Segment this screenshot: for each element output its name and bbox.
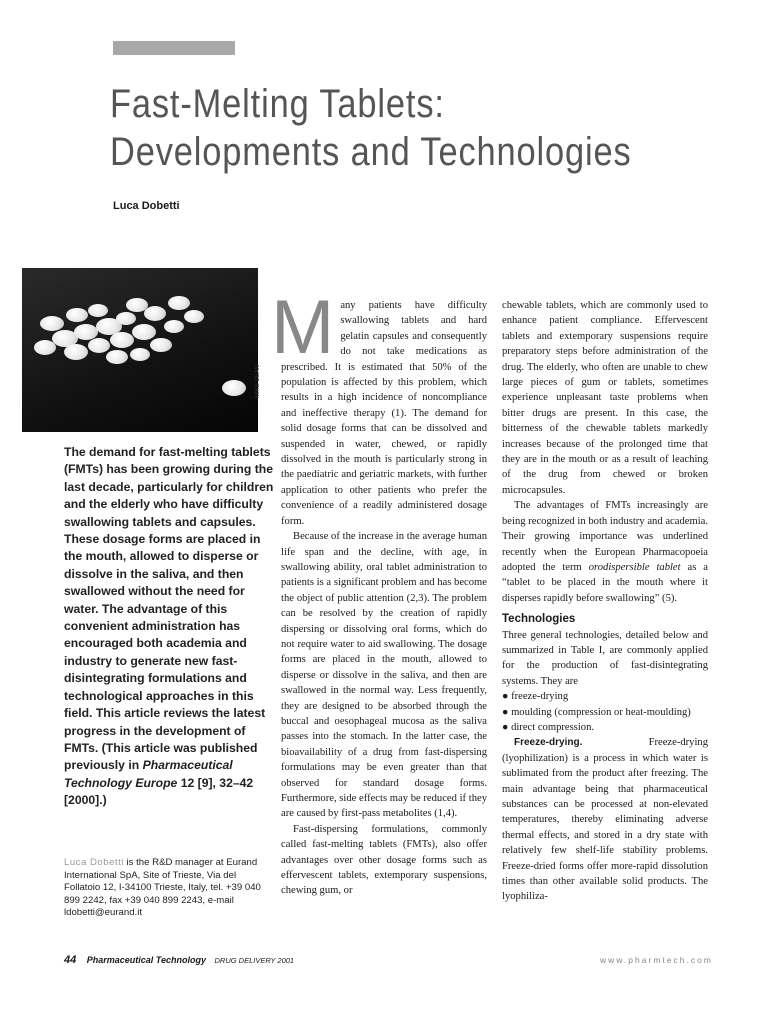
tablet-shape [150,338,172,352]
bio-text: is the R&D manager at Eurand International SpA, Site of Trieste, Via del Follatoio 12, I-34100 Trieste, Italy, tel. +39 040 899 2242, fax +39 040 899 2243, e-mail ldobetti@eurand.it [64,857,261,919]
article-title [110,80,632,176]
tablet-shape [144,306,166,321]
footer-journal-name: Pharmaceutical Technology [86,955,206,965]
tablet-shape [66,308,88,322]
author-bio [64,857,274,920]
tablet-shape [164,320,184,333]
tablet-shape [168,296,190,310]
tablets-photo [22,268,258,432]
page-number: 44 [64,954,77,966]
article-abstract [64,444,274,810]
title-line-2: Developments and Technologies [110,130,632,174]
paragraph-text: as a “tablet to be placed in the mouth where it disperses rapidly before swallowing” (5). [502,561,708,604]
body-paragraph: Three general technologies, detailed below and summarized in Table I, are commonly applied for the production of fast-disintegrating systems. They are [502,629,708,687]
list-item: ● freeze-drying [502,691,569,703]
tablet-shape [64,344,88,360]
list-item: ● moulding (compression or heat-moulding) [502,706,691,718]
bio-author-name: Luca Dobetti [64,857,124,868]
body-paragraph [502,498,708,606]
photo-credit: MIKE DEAN [255,364,261,398]
page-footer [64,954,294,966]
section-heading: Technologies [502,613,576,626]
abstract-citation: 12 [9], 32–42 [2000].) [64,775,254,808]
abstract-journal-name: Pharmaceutical Technology Europe [64,758,233,790]
paragraph-text: The advantages of FMTs increasingly are being recognized in both industry and academia. Their growing importance was underlined recently when the European Pharmacopoeia adopted the term [502,500,708,573]
tablet-shape [34,340,56,355]
body-paragraph: Fast-dispersing formulations, commonly called fast-melting tablets (FMTs), also offer advantages over other dosage forms such as effervescent tablets, extemporary suspensions, chewing gum, or [281,823,487,897]
body-paragraph: any patients have difficulty swallowing tablets and hard gelatin capsules and consequently do not take medications as prescribed. It is estimated that 50% of the population is affected by this problem, which results in a high incidence of noncompliance and ineffective therapy (1). The demand for solid dosage forms that can be dissolved and suspended in water, chewed, or rapidly dissolved in the mouth is particularly strong in the paediatric and geriatric markets, with further application to other patients who prefer the convenience of a readily administered dosage form. [281,300,487,527]
list-item: ● direct compression. [502,721,595,733]
tablet-shape [88,304,108,317]
list-item-text: moulding (compression or heat-moulding) [511,706,691,718]
abstract-text: The demand for fast-melting tablets (FMTs) has been growing during the last decade, particularly for children and the elderly who have difficulty swallowing tablets and capsules. These dosage forms are placed in the mouth, allowed to disperse or dissolve in the saliva, and then swallowed without the need for water. The advantage of this convenient administration has encouraged both academia and industry to generate new fast-disintegrating formulations and technological approaches in this field. This article reviews the latest progress in the development of FMTs. (This article was published previously in [64,445,274,773]
defined-term: orodispersible tablet [588,561,681,573]
paragraph-text: Freeze-drying (lyophilization) is a process in which water is sublimated from the product after freezing. The main advantage being that pharmaceutical substances can be processed at non-elevated temperatures, thereby eliminating adverse thermal effects, and stored in a dry state with relatively few shelf-life stability problems. Freeze-dried forms offer more-rapid dissolution times than other available solid products. The lyophiliza- [502,737,708,903]
body-paragraph: chewable tablets, which are commonly used to enhance patient compliance. Effervescent tablets and extemporary suspensions require preparatory steps before administration of the drug. The elderly, who often are unable to chew large pieces of gum or tablets, sometimes experience unpleasant taste problems when bitter drugs are present. In this case, the bitterness of the chewable tablets markedly increases because of the prolonged time that they are in the mouth or as a result of leaching of the drug from chewed or broken microcapsules. [502,300,708,496]
run-in-heading: Freeze-drying. [514,737,583,749]
technology-list [502,689,708,735]
list-item-text: direct compression. [511,721,595,733]
footer-website: www.pharmtech.com [600,955,713,965]
tablet-shape [116,312,136,325]
tablet-shape [222,380,246,396]
body-paragraph [502,735,708,904]
header-accent-bar [113,41,235,55]
author-name: Luca Dobetti [113,200,180,212]
list-item-text: freeze-drying [511,691,569,703]
tablet-shape [106,350,128,364]
body-paragraph: Because of the increase in the average human life span and the decline, with age, in swallowing ability, oral tablet administration to patients is a significant problem and has become the object of public attention (2,3). The problem can be resolved by the creation of rapidly dispersing or dissolving oral forms, which do not require water to aid swallowing. The dosage forms are placed in the mouth, allowed to disperse or dissolve in the saliva, and then are swallowed in the normal way. Less frequently, they are designed to be absorbed through the buccal and oesophageal mucosa as the saliva passes into the stomach. In the latter case, the bioavailability of a drug from fast-dispersing formulations may be even greater than that observed for standard dosage forms. Furthermore, side effects may be reduced if they are caused by first-pass metabolites (1,4). [281,531,487,820]
body-column-2 [502,298,708,905]
tablet-shape [110,332,134,348]
title-line-1: Fast-Melting Tablets: [110,82,445,126]
tablet-shape [40,316,64,331]
tablet-shape [184,310,204,323]
drop-cap: M [271,285,335,370]
tablet-shape [88,338,110,353]
tablet-shape [132,324,156,340]
tablet-shape [130,348,150,361]
footer-issue: DRUG DELIVERY 2001 [214,956,295,965]
body-column-1 [271,285,487,899]
